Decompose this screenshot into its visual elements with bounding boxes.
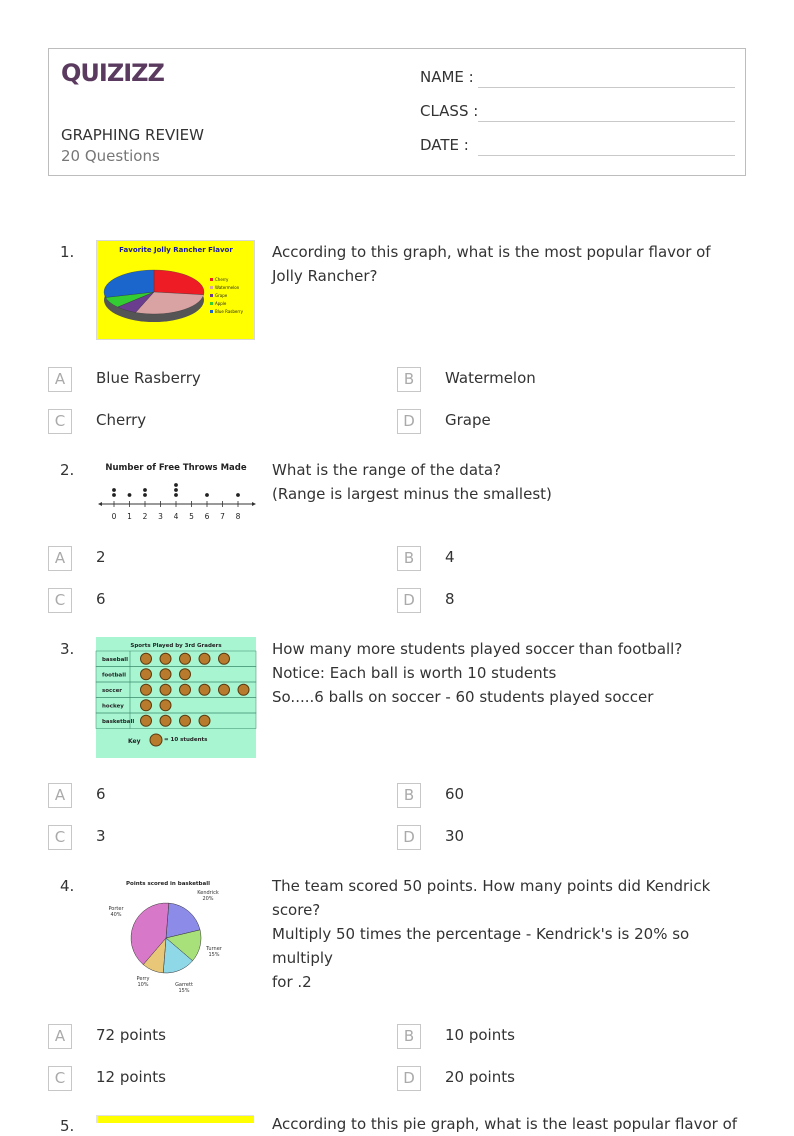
option-letter: A — [48, 783, 72, 808]
name-line — [478, 87, 735, 88]
ball-icon — [238, 684, 249, 695]
chart-title: Favorite Jolly Rancher Flavor — [119, 246, 233, 254]
key-label: Key — [128, 738, 141, 745]
free-throws-dotplot-image — [96, 458, 258, 524]
question-number: 3. — [60, 640, 75, 658]
slice-label: Perry — [136, 976, 150, 982]
data-dot — [174, 483, 178, 487]
arrow-left-icon — [98, 502, 102, 506]
slice-percent: 15% — [208, 952, 220, 958]
slice-percent: 20% — [202, 896, 214, 902]
question-line: The team scored 50 points. How many points did Kendrick — [272, 877, 711, 895]
data-dot — [128, 493, 132, 497]
option-letter: D — [397, 1066, 421, 1091]
option-text: Watermelon — [445, 369, 536, 387]
question-number: 2. — [60, 461, 75, 479]
ball-icon — [150, 734, 162, 746]
tick-label: 1 — [127, 512, 132, 521]
row-label: soccer — [102, 688, 123, 694]
option-text: 10 points — [445, 1026, 515, 1044]
ball-icon — [141, 684, 152, 695]
tick-label: 6 — [204, 512, 210, 521]
ball-icon — [141, 669, 152, 680]
option-letter: C — [48, 409, 72, 434]
option-letter: B — [397, 546, 421, 571]
option-letter: C — [48, 588, 72, 613]
class-line — [478, 121, 735, 122]
slice-label: Porter — [108, 906, 124, 912]
option-letter: D — [397, 409, 421, 434]
quizizz-logo: QUIZIZZ — [61, 59, 164, 87]
option-text: Grape — [445, 411, 491, 429]
option-letter: B — [397, 783, 421, 808]
legend-swatch — [210, 286, 213, 289]
legend-swatch — [210, 310, 213, 313]
class-field[interactable] — [420, 102, 735, 124]
tick-label: 8 — [235, 512, 241, 521]
tick-label: 2 — [142, 512, 148, 521]
data-dot — [205, 493, 209, 497]
row-label: football — [102, 672, 126, 679]
question-number: 1. — [60, 243, 75, 261]
pie-slices — [131, 903, 201, 973]
ball-icon — [141, 715, 152, 726]
option-text: 2 — [96, 548, 106, 566]
option-text: 6 — [96, 785, 106, 803]
data-dot — [112, 493, 116, 497]
option-text: 8 — [445, 590, 455, 608]
option-letter: A — [48, 367, 72, 392]
question-text: According to this pie graph, what is the least popular flavor of — [272, 1115, 738, 1133]
question-text: According to this graph, what is the most popular flavor of Jolly Rancher? — [272, 243, 711, 285]
legend-swatch — [210, 302, 213, 305]
question-line: So.....6 balls on soccer - 60 students played soccer — [272, 688, 654, 706]
option-letter: A — [48, 546, 72, 571]
option-letter: C — [48, 1066, 72, 1091]
ball-icon — [141, 653, 152, 664]
ball-icon — [180, 715, 191, 726]
option-letter: D — [397, 825, 421, 850]
option-letter: B — [397, 367, 421, 392]
slice-percent: 10% — [137, 982, 149, 988]
option-text: Cherry — [96, 411, 147, 429]
question-line: (Range is largest minus the smallest) — [272, 485, 552, 503]
question-line: What is the range of the data? — [272, 461, 502, 479]
option-text: 12 points — [96, 1068, 166, 1086]
sports-pictograph-image — [96, 637, 256, 758]
slice-label: Garrett — [175, 982, 193, 988]
date-line — [478, 155, 735, 156]
date-field[interactable] — [420, 136, 735, 158]
option-letter: C — [48, 825, 72, 850]
basketball-points-pie-image — [96, 874, 256, 1000]
option-letter: B — [397, 1024, 421, 1049]
name-field[interactable] — [420, 68, 735, 90]
question-line: score? — [272, 901, 321, 919]
date-label: DATE : — [420, 136, 469, 154]
ball-icon — [199, 715, 210, 726]
name-label: NAME : — [420, 68, 474, 86]
ball-icon — [160, 684, 171, 695]
chart-title: Number of Free Throws Made — [105, 463, 247, 473]
ball-icon — [160, 700, 171, 711]
tick-label: 5 — [189, 512, 194, 521]
row-label: basketball — [102, 719, 135, 725]
slice-percent: 15% — [178, 988, 190, 994]
question-number: 5. — [60, 1117, 75, 1135]
option-text: 20 points — [445, 1068, 515, 1086]
option-text: 72 points — [96, 1026, 166, 1044]
data-dot — [143, 493, 147, 497]
data-dot — [174, 493, 178, 497]
legend-label: Blue Rasberry — [215, 309, 243, 314]
ball-icon — [180, 684, 191, 695]
ball-icon — [160, 669, 171, 680]
worksheet-title: GRAPHING REVIEW — [61, 126, 204, 144]
data-dot — [236, 493, 240, 497]
question-text — [272, 637, 742, 709]
ball-icon — [160, 653, 171, 664]
tick-label: 0 — [111, 512, 117, 521]
question-line: How many more students played soccer than football? — [272, 640, 683, 658]
ball-icon — [160, 715, 171, 726]
ball-icon — [199, 653, 210, 664]
data-dot — [112, 488, 116, 492]
chart-title: Points scored in basketball — [126, 881, 210, 887]
question-image-partial — [96, 1115, 254, 1123]
class-label: CLASS : — [420, 102, 479, 120]
option-letter: D — [397, 588, 421, 613]
data-dot — [174, 488, 178, 492]
legend-label: Grape — [215, 293, 228, 298]
question-text — [272, 874, 742, 994]
question-text — [272, 458, 742, 506]
option-text: 3 — [96, 827, 106, 845]
option-text: Blue Rasberry — [96, 369, 201, 387]
slice-label: Turner — [206, 946, 222, 952]
data-dot — [143, 488, 147, 492]
tick-label: 3 — [158, 512, 163, 521]
legend-swatch — [210, 278, 213, 281]
dot-plot — [112, 483, 241, 521]
ball-icon — [199, 684, 210, 695]
jolly-rancher-pie-image — [96, 240, 256, 341]
question-line: Multiply 50 times the percentage - Kendrick's is 20% so multiply — [272, 925, 690, 967]
legend-label: Cherry — [215, 277, 229, 282]
question-count: 20 Questions — [61, 147, 160, 165]
legend-label: Watermelon — [215, 285, 240, 290]
question-number: 4. — [60, 877, 75, 895]
chart-title: Sports Played by 3rd Graders — [130, 643, 222, 649]
question-line: for .2 — [272, 973, 312, 991]
slice-label: Kendrick — [197, 890, 219, 896]
pie-slices — [104, 270, 204, 314]
option-letter: A — [48, 1024, 72, 1049]
option-text: 4 — [445, 548, 455, 566]
arrow-right-icon — [252, 502, 256, 506]
option-text: 6 — [96, 590, 106, 608]
slice-percent: 40% — [110, 912, 122, 918]
worksheet-header — [48, 48, 746, 176]
ball-icon — [180, 653, 191, 664]
legend-swatch — [210, 294, 213, 297]
tick-label: 7 — [220, 512, 225, 521]
key-text: = 10 students — [164, 737, 208, 743]
option-text: 30 — [445, 827, 465, 845]
option-text: 60 — [445, 785, 465, 803]
legend-label: Apple — [215, 301, 227, 306]
question-line: Notice: Each ball is worth 10 students — [272, 664, 557, 682]
ball-icon — [219, 684, 230, 695]
ball-icon — [141, 700, 152, 711]
row-label: baseball — [102, 657, 129, 663]
ball-icon — [180, 669, 191, 680]
tick-label: 4 — [173, 512, 179, 521]
ball-icon — [219, 653, 230, 664]
row-label: hockey — [102, 703, 124, 710]
